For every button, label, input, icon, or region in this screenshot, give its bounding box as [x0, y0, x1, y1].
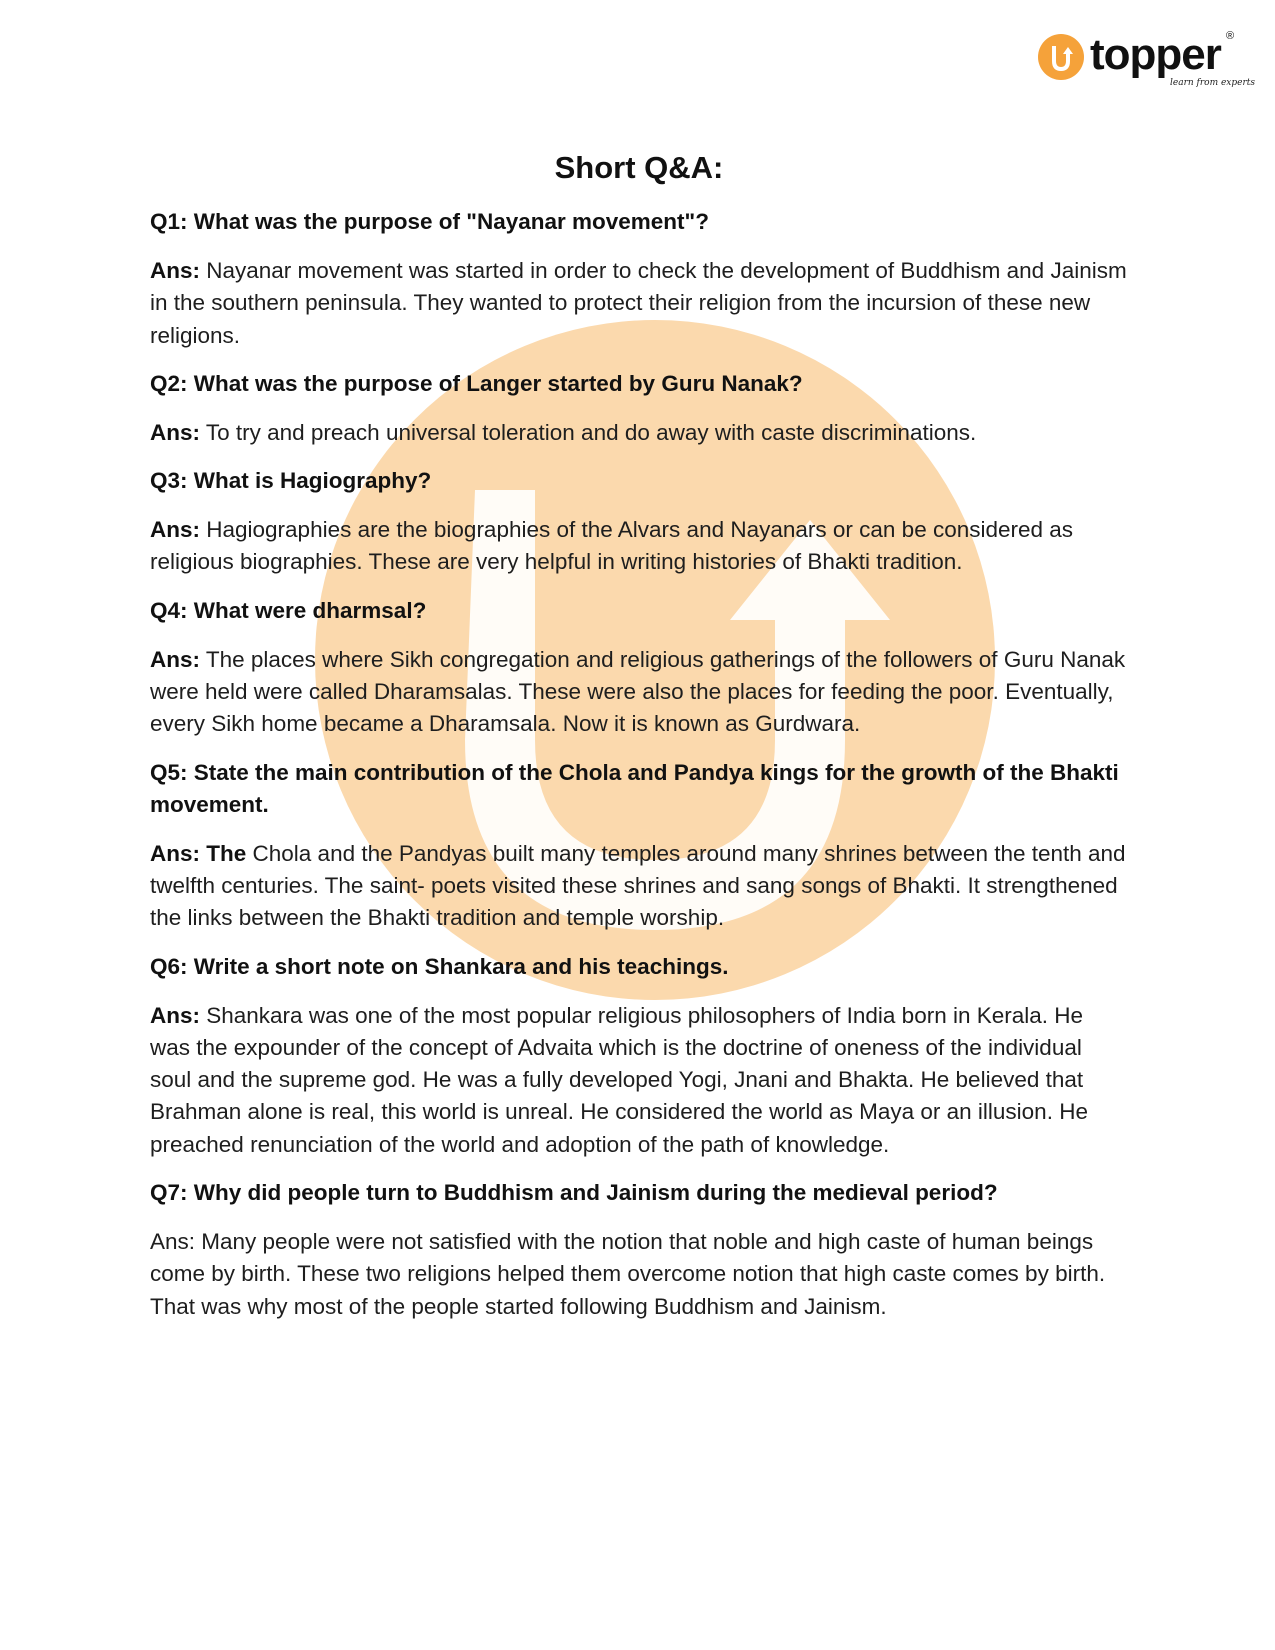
page-title: Short Q&A:	[554, 150, 724, 185]
qa-item-4	[150, 595, 1128, 741]
answer-text: Nayanar movement was started in order to check the development of Buddhism and Jainism in the southern peninsula. They wanted to protect their religion from the incursion of these new religions.	[150, 258, 1127, 348]
answer-1	[150, 255, 1128, 352]
answer-text: To try and preach universal toleration and do away with caste discriminations.	[200, 419, 977, 445]
qa-item-1	[150, 206, 1128, 352]
question-6: Q6: Write a short note on Shankara and his teachings.	[150, 953, 729, 979]
answer-text: Hagiographies are the biographies of the Alvars and Nayanars or can be considered as religious biographies. These are very helpful in writing histories of Bhakti tradition.	[150, 517, 1074, 575]
question-7: Q7: Why did people turn to Buddhism and Jainism during the medieval period?	[150, 1180, 998, 1206]
answer-text: Chola and the Pandyas built many temples around many shrines between the tenth and twelfth centuries. The saint- poets visited these shrines and sang songs of Bhakti. It strengthened the links between the Bhakti tradition and temple worship.	[150, 840, 1126, 931]
brand-logo	[1038, 30, 1256, 92]
document-body	[150, 148, 1128, 1339]
answer-label: Ans:	[150, 258, 200, 283]
answer-3	[150, 514, 1128, 579]
logo-registered-mark: ®	[1226, 30, 1235, 42]
logo-wordmark: topper	[1090, 30, 1221, 79]
answer-text: Ans: Many people were not satisfied with the notion that noble and high caste of human beings come by birth. These two religions helped them overcome notion that high caste comes by birth. That was why most of the people started following Buddhism and Jainism.	[150, 1229, 1106, 1319]
answer-2	[150, 417, 1128, 449]
logo-u-icon	[1038, 34, 1084, 80]
answer-7	[150, 1226, 1128, 1323]
qa-item-3	[150, 465, 1128, 579]
qa-item-6	[150, 951, 1128, 1161]
answer-label: Ans:	[150, 646, 200, 672]
answer-text: The places where Sikh congregation and religious gatherings of the followers of Guru Nanak were held were called Dharamsalas. These were also the places for feeding the poor. Eventually, every Sikh home became a Dharamsala. Now it is known as Gurdwara.	[150, 646, 1126, 737]
answer-label: Ans: The	[150, 840, 247, 866]
qa-item-5	[150, 757, 1128, 935]
question-2: Q2: What was the purpose of Langer started by Guru Nanak?	[150, 370, 803, 396]
qa-item-7	[150, 1177, 1128, 1323]
question-1: Q1: What was the purpose of "Nayanar movement"?	[150, 209, 709, 234]
answer-text: Shankara was one of the most popular religious philosophers of India born in Kerala. He was the expounder of the concept of Advaita which is the doctrine of oneness of the individual soul and the supreme god. He was a fully developed Yogi, Jnani and Bhakta. He believed that Brahman alone is real, this world is unreal. He considered the world as Maya or an illusion. He preached renunciation of the world and adoption of the path of knowledge.	[150, 1002, 1088, 1157]
question-4: Q4: What were dharmsal?	[150, 597, 427, 623]
answer-4	[150, 644, 1128, 741]
logo-tagline: learn from experts	[1170, 78, 1256, 88]
question-5: Q5: State the main contribution of the Chola and Pandya kings for the growth of the Bhakti movement.	[150, 759, 1119, 817]
question-3: Q3: What is Hagiography?	[150, 468, 432, 494]
qa-item-2	[150, 368, 1128, 449]
answer-6	[150, 1000, 1128, 1161]
answer-label: Ans:	[150, 419, 200, 445]
answer-label: Ans:	[150, 1002, 200, 1028]
answer-5	[150, 838, 1128, 935]
answer-label: Ans:	[150, 517, 200, 543]
